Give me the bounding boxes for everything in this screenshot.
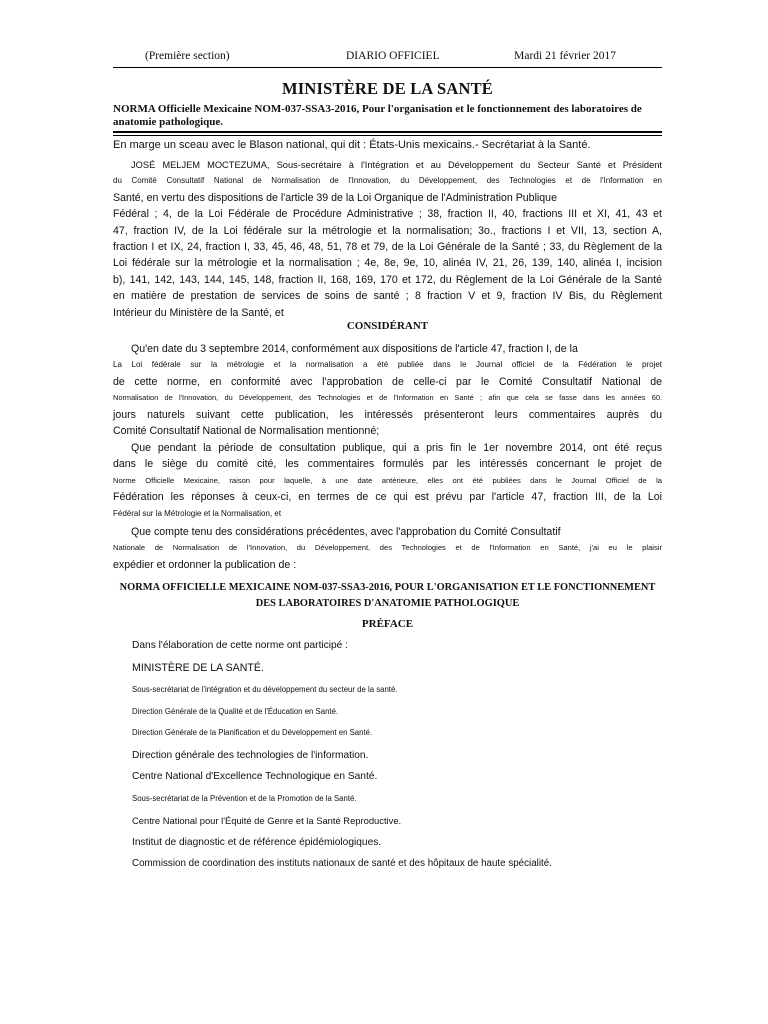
page-header xyxy=(145,50,616,66)
seal-text: En marge un sceau avec le Blason national, qui dit : États-Unis mexicains.- Secrétariat à la Santé. xyxy=(113,139,591,151)
paragraph-line: Comité Consultatif National de Normalisation mentionné; xyxy=(113,425,380,438)
norma-title: NORMA Officielle Mexicaine NOM-037-SSA3-2016, Pour l'organisation et le fonctionnement des laboratoires de anatomie pathologique. xyxy=(113,103,642,128)
considerant-paragraph-3 xyxy=(113,524,662,573)
participant-item: Direction Générale de la Planification et du Développement en Santé. xyxy=(132,728,373,737)
paragraph-line: jours naturels suivant cette publication, les intéressés présenteront leurs commentaires auprès du xyxy=(113,408,662,421)
paragraph-line: de cette norme, en conformité avec l'approbation de celle-ci par le Comité Consultatif National de xyxy=(113,375,662,388)
considerant-title: CONSIDÉRANT xyxy=(346,320,429,332)
norma-full-title xyxy=(113,580,662,612)
participant-item: Sous-secrétariat de l'intégration et du développement du secteur de la santé. xyxy=(132,685,398,694)
preface-title: PRÉFACE xyxy=(361,618,414,630)
participant-item: Institut de diagnostic et de référence épidémiologiques. xyxy=(132,837,382,848)
preface-intro: Dans l'élaboration de cette norme ont participé : xyxy=(132,640,349,651)
intro-line: Intérieur du Ministère de la Santé, et xyxy=(113,306,284,319)
norma-full-title-line: DES LABORATOIRES D'ANATOMIE PATHOLOGIQUE xyxy=(255,598,520,609)
participant-item: Centre National pour l'Équité de Genre et la Santé Reproductive. xyxy=(132,815,402,826)
participant-item: Direction générale des technologies de l'information. xyxy=(132,750,369,761)
header-date: Mardi 21 février 2017 xyxy=(514,50,616,62)
participant-item: Direction Générale de la Qualité et de l'Éducation en Santé. xyxy=(132,707,339,716)
considerant-paragraph-1 xyxy=(113,341,662,439)
paragraph-line: Norme Officielle Mexicaine, raison pour laquelle, à une date antérieure, elles ont été publiées dans le Journal Officiel de la xyxy=(113,475,662,485)
title-rule-thick xyxy=(113,131,662,133)
paragraph-line: Que compte tenu des considérations précédentes, avec l'approbation du Comité Consultatif xyxy=(131,526,561,538)
intro-line: b), 141, 142, 143, 144, 145, 148, fraction II, 168, 169, 170 et 172, du Règlement de la Loi Générale de la Santé xyxy=(113,273,662,286)
participant-item: Sous-secrétariat de la Prévention et de la Promotion de la Santé. xyxy=(132,794,357,803)
paragraph-line: Fédération les réponses à ceux-ci, en termes de ce qui est prévu par l'article 47, fraction III, de la Loi xyxy=(113,491,662,504)
title-rule-thin xyxy=(113,135,662,136)
participant-item: Commission de coordination des instituts nationaux de santé et des hôpitaux de haute spécialité. xyxy=(132,858,552,869)
header-section: (Première section) xyxy=(145,50,230,62)
intro-line: Fédéral ; 4, de la Loi Fédérale de Procédure Administrative ; 38, fraction II, 40, fractions III et XI, 41, 43 et xyxy=(113,208,662,221)
intro-paragraph xyxy=(113,157,662,321)
considerant-paragraph-2 xyxy=(113,440,662,522)
paragraph-line: dans le siège du comité cité, les commentaires formulés par les intéressés concernant le projet de xyxy=(113,458,662,471)
paragraph-line: Normalisation de l'Innovation, du Développement, des Technologies et de l'Information en Santé ; afin que cela se fasse dans les années 60. xyxy=(113,393,662,403)
paragraph-line: Nationale de Normalisation de l'Innovation, du Développement, des Technologies et de l'Information en Santé, j'ai eu le plaisir xyxy=(113,543,662,553)
paragraph-line: Fédéral sur la Métrologie et la Normalisation, et xyxy=(113,508,282,518)
paragraph-line: Qu'en date du 3 septembre 2014, conformément aux dispositions de l'article 47, fraction I, de la xyxy=(131,343,578,355)
participant-item: MINISTÈRE DE LA SANTÉ. xyxy=(132,662,264,674)
norma-full-title-line: NORMA OFFICIELLE MEXICAINE NOM-037-SSA3-2016, POUR L'ORGANISATION ET LE FONCTIONNEMENT xyxy=(119,582,656,593)
paragraph-line: La Loi fédérale sur la métrologie et la normalisation a été publiée dans le Journal officiel de la Fédération le projet xyxy=(113,360,662,370)
header-journal: DIARIO OFFICIEL xyxy=(346,50,440,62)
intro-line: Santé, en vertu des dispositions de l'article 39 de la Loi Organique de l'Administration Publique xyxy=(113,191,557,204)
intro-line: JOSÉ MELJEM MOCTEZUMA, Sous-secrétaire à l'Intégration et au Développement du Secteur Santé et Président xyxy=(131,160,662,170)
intro-line: 47, fraction IV, de la Loi fédérale sur la métrologie et la normalisation; 3o., fractions I et VII, 13, section A, xyxy=(113,224,662,237)
header-rule xyxy=(113,67,662,68)
paragraph-line: expédier et ordonner la publication de : xyxy=(113,558,297,571)
intro-line: fraction I et IX, 24, fraction I, 33, 45, 46, 48, 51, 78 et 79, de la Loi Générale de la Santé ; 33, du Règlement de la xyxy=(113,241,662,254)
participant-item: Centre National d'Excellence Technologique en Santé. xyxy=(132,771,378,782)
paragraph-line: Que pendant la période de consultation publique, qui a pris fin le 1er novembre 2014, ont été reçus xyxy=(131,442,662,454)
intro-line: du Comité Consultatif National de Normalisation de l'Innovation, du Développement, des Technologies et de l'Information en xyxy=(113,176,662,186)
intro-line: en matière de prestation de services de soins de santé ; 8 fraction V et 9, fraction IV Bis, du Règlement xyxy=(113,290,662,303)
ministry-title: MINISTÈRE DE LA SANTÉ xyxy=(282,79,493,98)
intro-line: Loi fédérale sur la métrologie et la normalisation ; 4e, 8e, 9e, 10, alinéa IV, 21, 26, 139, 140, alinéa I, incision xyxy=(113,257,662,270)
